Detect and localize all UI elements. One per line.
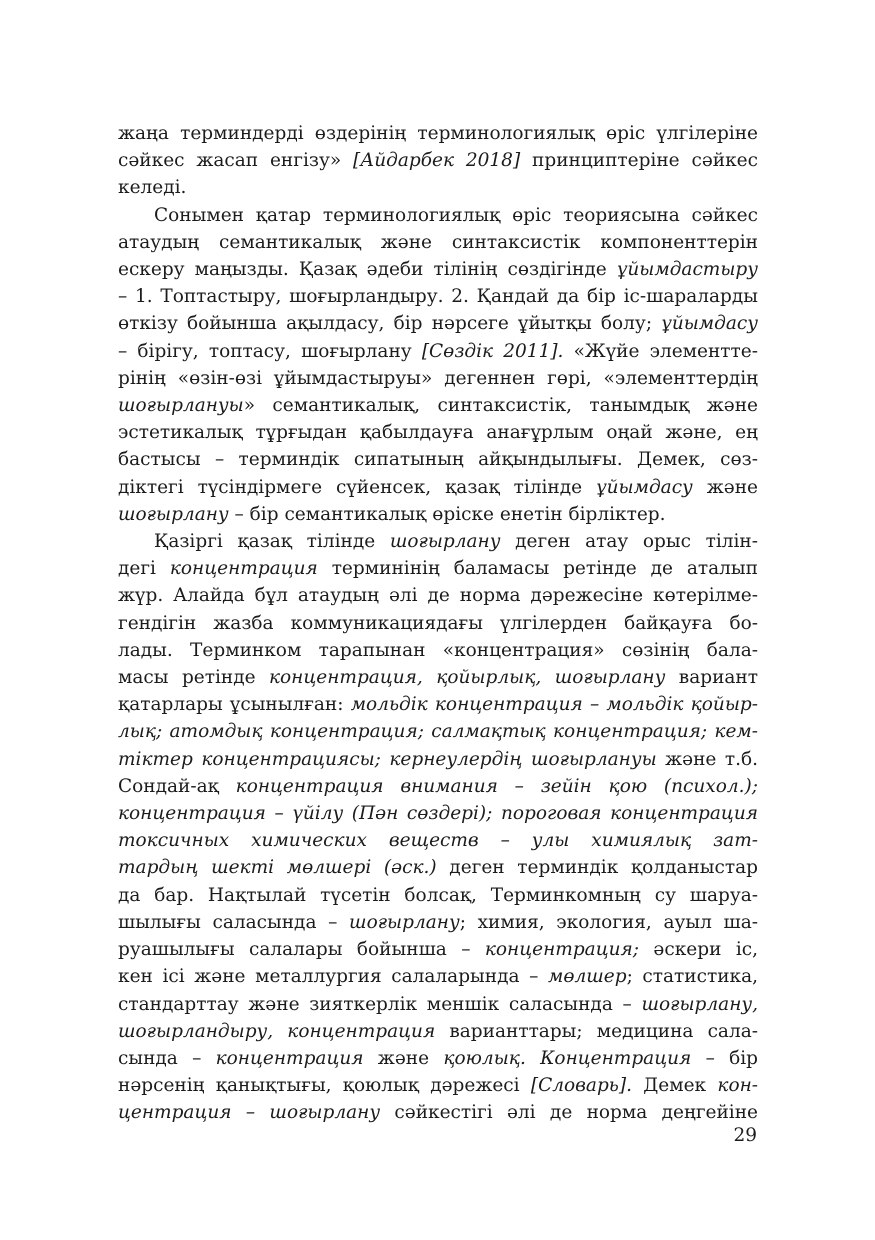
text-segment: сәйкес жасап енгізу» <box>118 150 353 172</box>
text-segment: және <box>692 476 758 498</box>
text-segment: да бар. Нақтылай түсетін болсақ, Терминкомның су шаруа- <box>118 884 758 906</box>
italic-text: шоғырлануы <box>118 395 244 417</box>
text-line <box>118 555 758 582</box>
text-segment: ; статистика, <box>626 966 758 988</box>
text-segment: және <box>363 1047 444 1069</box>
text-segment: ескеру маңызды. Қазақ әдеби тілінің сөздігінде <box>118 259 617 281</box>
italic-text: мөлшер <box>547 966 627 988</box>
text-line <box>118 256 758 283</box>
text-line <box>118 528 758 555</box>
text-line <box>118 1018 758 1045</box>
italic-text: шоғырлану, <box>641 993 758 1015</box>
text-segment: стандарттау және зияткерлік меншік саласында – <box>118 993 642 1015</box>
text-line <box>118 1072 758 1099</box>
text-segment: терминінің баламасы ретінде де аталып <box>317 558 758 580</box>
italic-text: кон- <box>717 1075 759 1097</box>
italic-text: шоғырлану <box>118 503 229 525</box>
text-line <box>118 202 758 229</box>
text-line <box>118 120 758 147</box>
text-line <box>118 582 758 609</box>
text-segment: бастысы – терминдік сипатының айқындылығы. Демек, сөз- <box>118 449 758 471</box>
paragraph <box>118 120 758 202</box>
text-segment: дегі <box>118 558 170 580</box>
italic-text: ұйымдасу <box>661 313 758 335</box>
text-segment: – бір <box>691 1047 758 1069</box>
paragraph <box>118 202 758 528</box>
text-line <box>118 174 758 201</box>
italic-text: концентрация внимания – зейін қою (психол.); <box>235 775 758 797</box>
text-segment: қатарлары ұсынылған: <box>118 694 351 716</box>
text-segment: Демек <box>631 1075 718 1097</box>
text-segment: өткізу бойынша ақылдасу, бір нәрсеге ұйытқы болу; <box>118 313 662 335</box>
text-segment: жаңа терминдерді өздерінің терминологиялық өріс үлгілеріне <box>118 123 758 144</box>
italic-text: шоғырлану <box>389 531 501 553</box>
text-segment: – 1. Топтастыру, шоғырландыру. 2. Қандай да бір іс-шараларды <box>118 286 758 308</box>
text-segment: » семантикалық, синтаксистік, танымдық және <box>243 395 758 417</box>
text-line <box>118 365 758 392</box>
italic-text: концентрация <box>215 1047 364 1069</box>
text-line <box>118 854 758 881</box>
text-segment: Сонымен қатар терминологиялық өріс теориясына сәйкес <box>154 204 758 226</box>
text-line <box>118 882 758 909</box>
text-segment: руашылығы салалары бойынша – <box>118 939 485 961</box>
text-segment: Сондай-ақ <box>118 775 236 797</box>
italic-text: концентрация <box>169 558 318 580</box>
text-segment: принциптеріне сәйкес <box>520 150 758 172</box>
italic-text: концентрация – үйілу (Пән сөздері); пороговая концентрация <box>118 803 758 825</box>
italic-text: [Сөздік 2011]. <box>421 340 564 362</box>
text-segment: «Жүйе элементте- <box>563 340 758 362</box>
text-line <box>118 827 758 854</box>
text-segment: сында – <box>118 1047 216 1069</box>
italic-text: тардың шекті мөлшері (әск.) <box>118 857 437 879</box>
italic-text: шоғырлану <box>349 911 460 933</box>
text-segment: әскери іс, <box>639 939 758 961</box>
text-line <box>118 392 758 419</box>
text-segment: варианттары; медицина сала- <box>435 1020 758 1042</box>
text-line <box>118 501 758 528</box>
text-line <box>118 718 758 745</box>
text-segment: вариант <box>665 667 758 689</box>
text-segment: масы ретінде <box>118 667 269 689</box>
text-line <box>118 746 758 773</box>
text-segment: атаудың семантикалық және синтаксистік компоненттерін <box>118 231 758 253</box>
text-line <box>118 773 758 800</box>
italic-text: қоюлық. Концентрация <box>443 1047 692 1069</box>
text-line <box>118 419 758 446</box>
text-segment: деген атау орыс тілін- <box>500 531 759 553</box>
text-segment: деген терминдік қолданыстар <box>436 857 758 879</box>
text-line <box>118 991 758 1018</box>
text-line <box>118 338 758 365</box>
text-line <box>118 283 758 310</box>
text-line <box>118 691 758 718</box>
italic-text: центрация – шоғырлану <box>118 1102 381 1124</box>
italic-text: концентрация, қойырлық, шоғырлану <box>268 667 666 689</box>
text-segment: лады. Терминком тарапынан «концентрация» сөзінің бала- <box>118 639 758 661</box>
page-number: 29 <box>733 1125 757 1146</box>
text-line <box>118 446 758 473</box>
text-line <box>118 147 758 174</box>
text-segment: келеді. <box>118 177 187 199</box>
text-segment: діктегі түсіндірмеге сүйенсек, қазақ тілінде <box>118 476 597 498</box>
text-segment: нәрсенің қанықтығы, қоюлық дәрежесі <box>118 1075 531 1097</box>
text-segment: рінің «өзін-өзі ұйымдастыруы» дегеннен гөрі, «элементтердің <box>118 367 758 389</box>
page-body <box>118 120 758 1127</box>
text-segment: – бірігу, топтасу, шоғырлану <box>118 340 422 362</box>
italic-text: шоғырландыру, концентрация <box>118 1020 436 1042</box>
text-segment: сәйкестігі әлі де норма деңгейіне <box>380 1102 758 1124</box>
italic-text: токсичных химических веществ – улы химиялық зат- <box>118 830 758 852</box>
text-segment: эстетикалық тұрғыдан қабылдауға анағұрлым оңай және, ең <box>118 422 758 444</box>
italic-text: ұйымдастыру <box>616 259 758 281</box>
text-segment: және т.б. <box>656 748 758 770</box>
italic-text: лық; атомдық концентрация; салмақтық концентрация; кем- <box>118 721 758 743</box>
text-line <box>118 800 758 827</box>
text-segment: гендігін жазба коммуникациядағы үлгілерден байқауға бо- <box>118 612 758 634</box>
italic-text: мольдік концентрация – мольдік қойыр- <box>350 694 758 716</box>
text-segment: шылығы саласында – <box>118 911 350 933</box>
text-line <box>118 936 758 963</box>
italic-text: концентрация; <box>484 939 640 961</box>
text-segment: ; химия, экология, ауыл ша- <box>459 911 758 933</box>
text-segment: Қазіргі қазақ тілінде <box>154 531 390 553</box>
text-line <box>118 637 758 664</box>
paragraph <box>118 528 758 1126</box>
text-line <box>118 963 758 990</box>
text-line <box>118 310 758 337</box>
italic-text: ұйымдасу <box>596 476 693 498</box>
text-line <box>118 610 758 637</box>
italic-text: [Айдарбек 2018] <box>353 150 521 172</box>
text-line <box>118 1045 758 1072</box>
italic-text: тіктер концентрациясы; кернеулердің шоғырлануы <box>118 748 657 770</box>
text-line <box>118 1099 758 1126</box>
text-segment: – бір семантикалық өріске енетін бірліктер. <box>228 503 666 525</box>
text-segment: жүр. Алайда бұл атаудың әлі де норма дәрежесіне көтерілме- <box>118 585 758 607</box>
text-line <box>118 229 758 256</box>
italic-text: [Словарь]. <box>530 1075 632 1097</box>
text-line <box>118 664 758 691</box>
text-segment: кен ісі және металлургия салаларында – <box>118 966 548 988</box>
text-line <box>118 474 758 501</box>
text-line <box>118 909 758 936</box>
